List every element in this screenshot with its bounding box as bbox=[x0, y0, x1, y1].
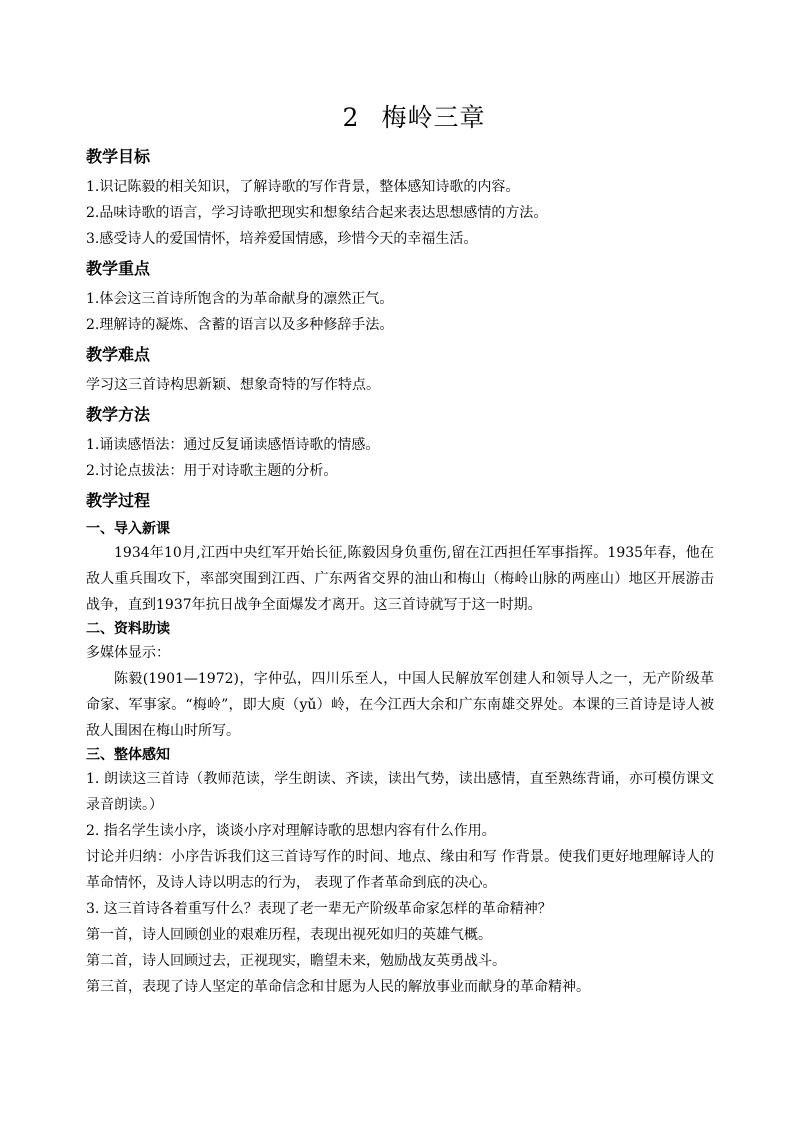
overall-item: 第三首，表现了诗人坚定的革命信念和甘愿为人民的解放事业而献身的革命精神。 bbox=[86, 979, 590, 995]
overall-item: 第一首，诗人回顾创业的艰难历程，表现出视死如归的英雄气概。 bbox=[86, 927, 492, 943]
key-point-item: 1.体会这三首诗所饱含的为革命献身的凛然正气。 bbox=[86, 291, 394, 307]
method-item: 1.诵读感悟法：通过反复诵读感悟诗歌的情感。 bbox=[86, 437, 380, 453]
goal-item: 2.品味诗歌的语言，学习诗歌把现实和想象结合起来表达思想感情的方法。 bbox=[86, 205, 548, 221]
key-point-item: 2.理解诗的凝炼、含蓄的语言以及多种修辞手法。 bbox=[86, 317, 394, 333]
section-heading-goals: 教学目标 bbox=[86, 147, 151, 166]
overall-item: 讨论并归纳：小序告诉我们这三首诗写作的时间、地点、缘由和写 作背景。使我们更好地理解诗人的革命情怀，及诗人诗以明志的行为， 表现了作者革命到底的决心。 bbox=[86, 849, 714, 891]
materials-lead: 多媒体显示： bbox=[86, 645, 170, 661]
overall-item: 2. 指名学生读小序，谈谈小序对理解诗歌的思想内容有什么作用。 bbox=[86, 823, 496, 839]
lesson-plan-page bbox=[86, 100, 714, 1000]
subsection-heading-intro: 一、导入新课 bbox=[86, 521, 170, 537]
subsection-heading-materials: 二、资料助读 bbox=[86, 621, 170, 637]
overall-item: 第二首，诗人回顾过去，正视现实，瞻望未来，勉励战友英勇战斗。 bbox=[86, 953, 506, 969]
section-heading-difficulties: 教学难点 bbox=[86, 345, 151, 364]
method-item: 2.讨论点拔法：用于对诗歌主题的分析。 bbox=[86, 463, 338, 479]
title-text: 梅岭三章 bbox=[381, 103, 486, 132]
intro-paragraph: 1934年10月,江西中央红军开始长征,陈毅因身负重伤,留在江西担任军事指挥。1935年春，他在敌人重兵围攻下，率部突围到江西、广东两省交界的油山和梅山（梅岭山脉的两座山）地区开展游击战争，直到1937年抗日战争全面爆发才离开。这三首诗就写于这一时期。 bbox=[86, 545, 714, 613]
title-number: 2 bbox=[342, 103, 360, 132]
page-title bbox=[86, 100, 714, 136]
section-heading-methods: 教学方法 bbox=[86, 405, 151, 424]
materials-paragraph: 陈毅(1901—1972)，字仲弘，四川乐至人，中国人民解放军创建人和领导人之一，无产阶级革命家、军事家。“梅岭”，即大庾（yǔ）岭，在今江西大余和广东南雄交界处。本课的三首诗是诗人被敌人围困在梅山时所写。 bbox=[86, 671, 714, 739]
goal-item: 1.识记陈毅的相关知识，了解诗歌的写作背景，整体感知诗歌的内容。 bbox=[86, 179, 520, 195]
section-heading-key-points: 教学重点 bbox=[86, 259, 151, 278]
goal-item: 3.感受诗人的爱国情怀，培养爱国情感，珍惜今天的幸福生活。 bbox=[86, 231, 478, 247]
section-heading-process: 教学过程 bbox=[86, 491, 151, 510]
subsection-heading-overall: 三、整体感知 bbox=[86, 747, 170, 763]
overall-item: 3. 这三首诗各着重写什么？表现了老一辈无产阶级革命家怎样的革命精神？ bbox=[86, 901, 552, 917]
overall-item: 1. 朗读这三首诗（教师范读，学生朗读、齐读，读出气势，读出感情，直至熟练背诵，亦可模仿课文录音朗读。） bbox=[86, 771, 714, 813]
difficulty-item: 学习这三首诗构思新颖、想象奇特的写作特点。 bbox=[86, 377, 380, 393]
